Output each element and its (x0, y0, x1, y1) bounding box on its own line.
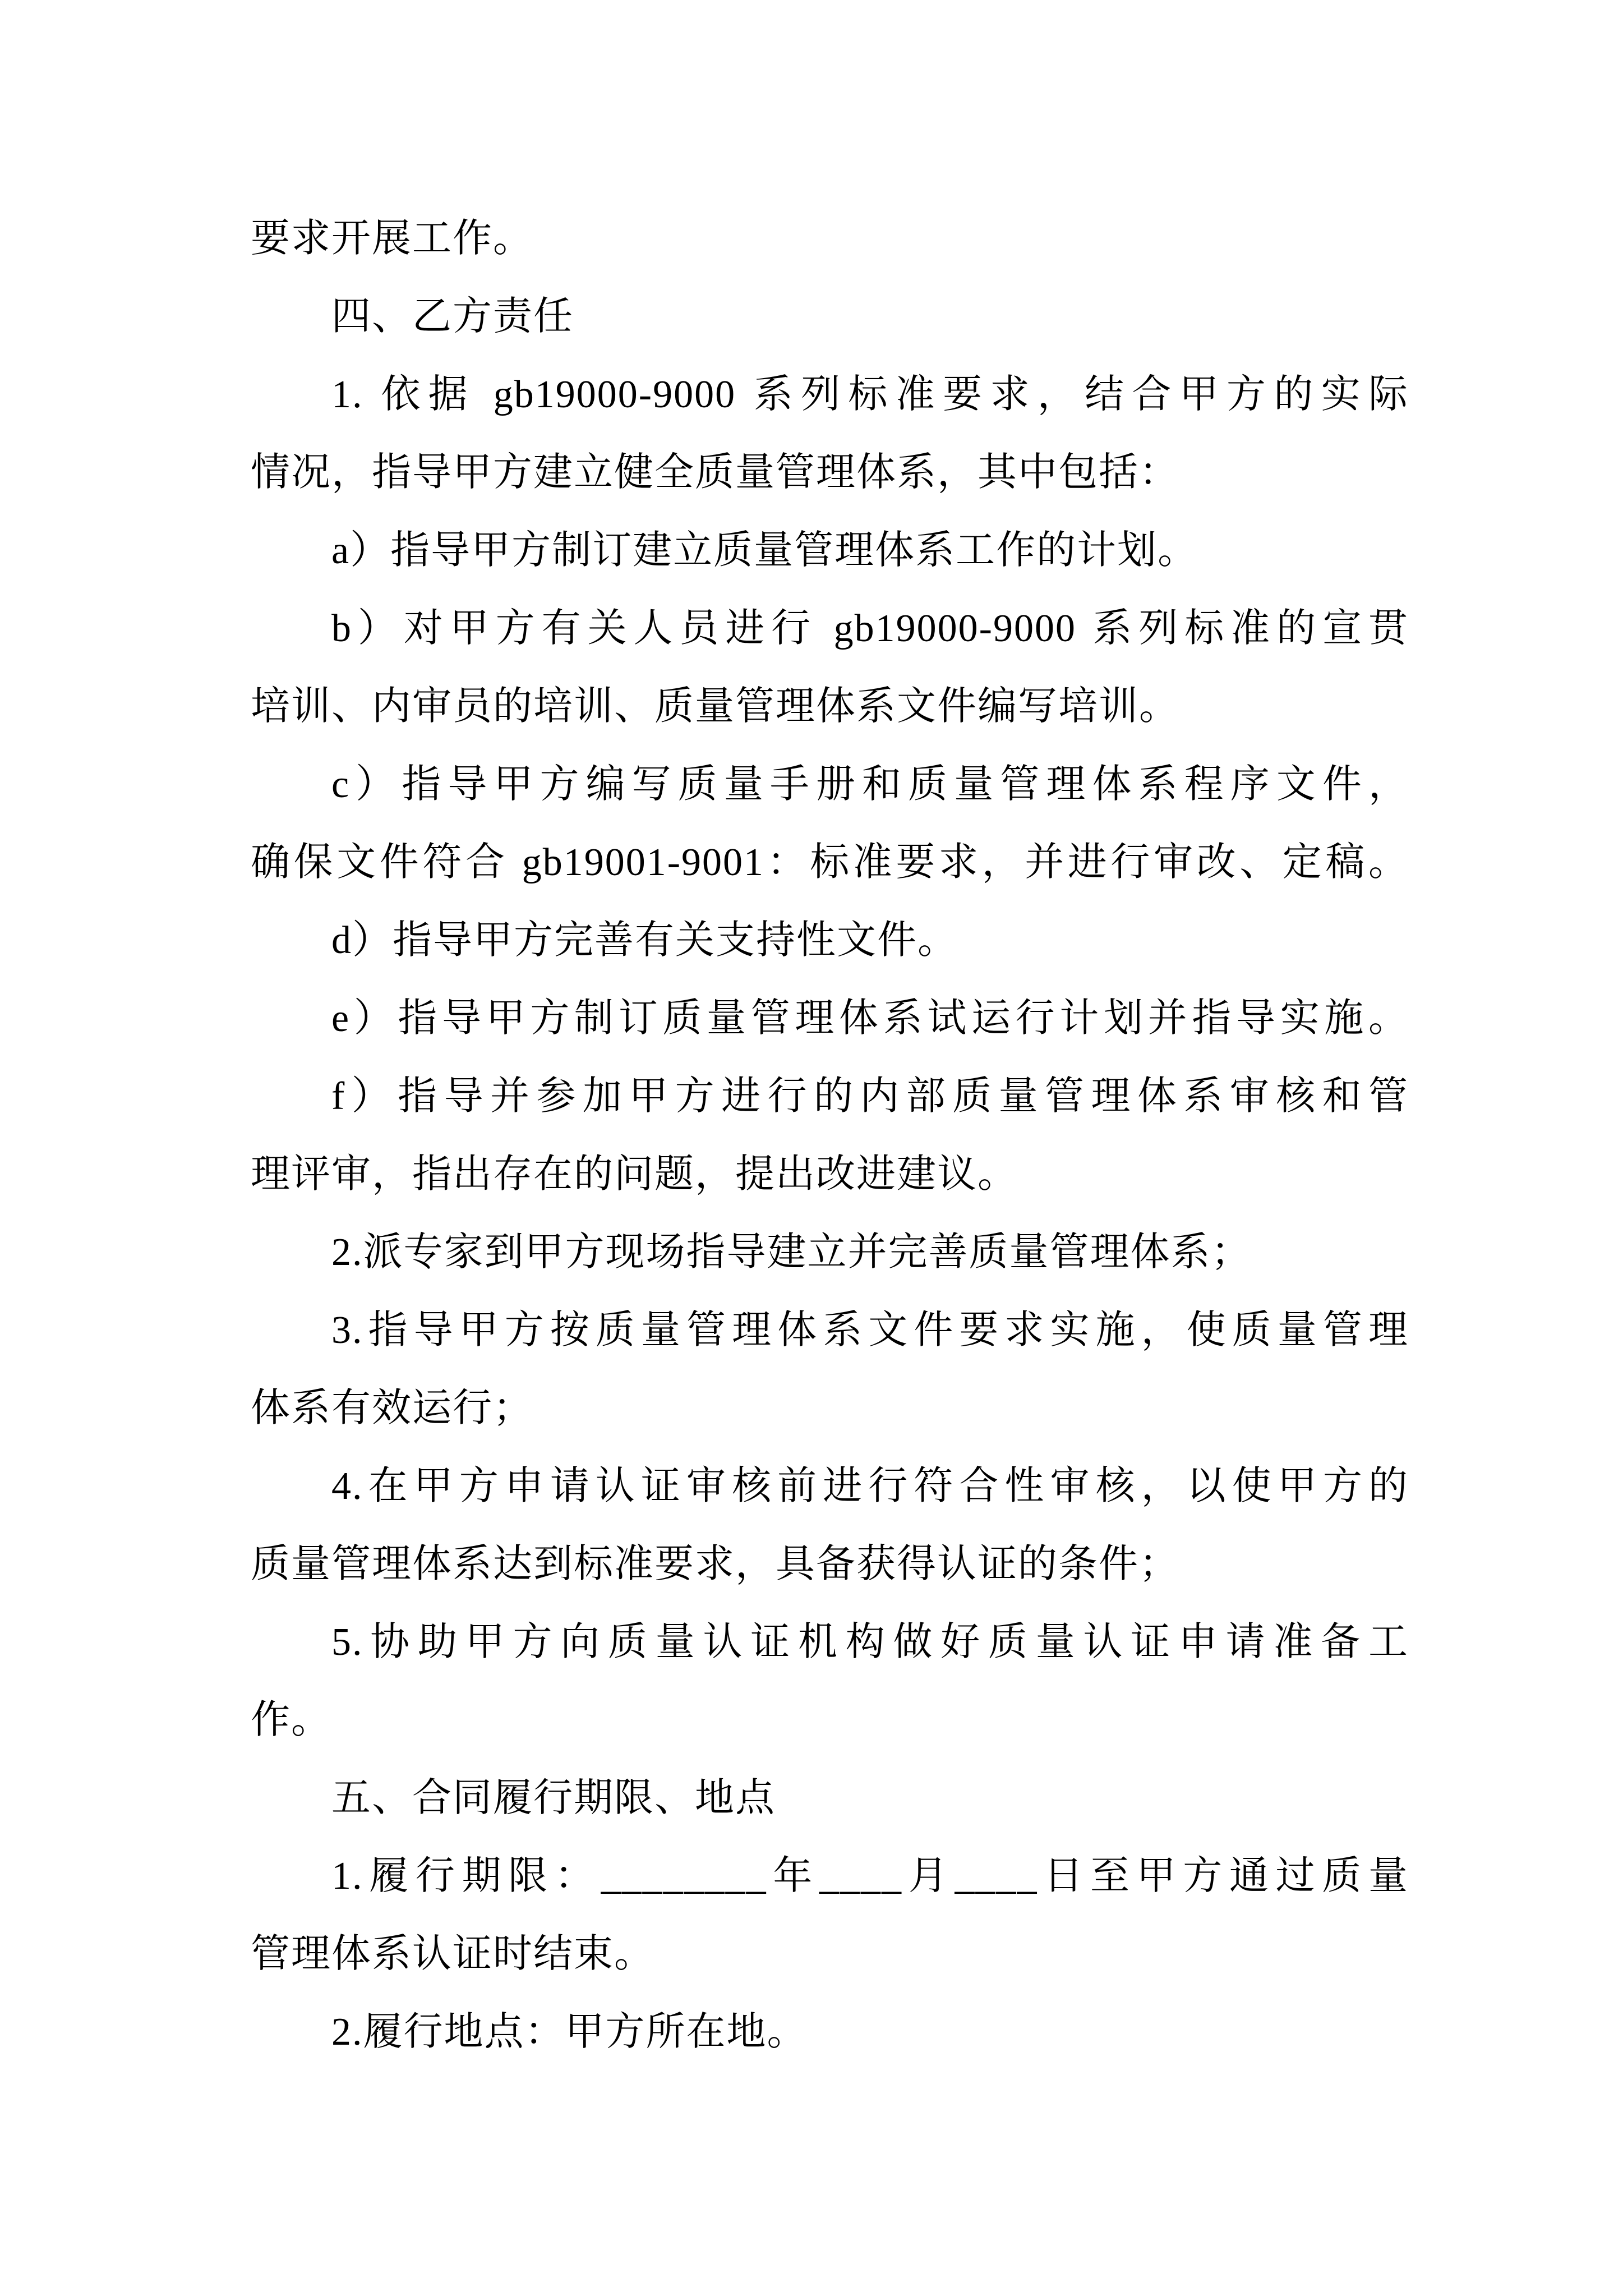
text-line: 质量管理体系达到标准要求，具备获得认证的条件； (251, 1543, 1179, 1586)
text-line: 3.指导甲方按质量管理体系文件要求实施，使质量管理 (331, 1309, 1409, 1352)
text-line: 五、合同履行期限、地点 (331, 1777, 776, 1820)
text-line: b）对甲方有关人员进行 gb19000-9000 系列标准的宣贯 (331, 607, 1409, 650)
text-line: f）指导并参加甲方进行的内部质量管理体系审核和管 (331, 1075, 1409, 1118)
text-line: 理评审，指出存在的问题，提出改进建议。 (251, 1153, 1018, 1196)
text-line: 情况，指导甲方建立健全质量管理体系，其中包括： (251, 451, 1179, 494)
text-line: 要求开展工作。 (251, 217, 533, 260)
text-line: e）指导甲方制订质量管理体系试运行计划并指导实施。 (331, 997, 1409, 1040)
text-line: 体系有效运行； (251, 1387, 533, 1430)
text-line: c）指导甲方编写质量手册和质量管理体系程序文件， (331, 763, 1409, 806)
text-line: 管理体系认证时结束。 (251, 1932, 654, 1976)
contract-body (251, 200, 1409, 2071)
text-line: 确保文件符合 gb19001-9001：标准要求，并进行审改、定稿。 (251, 841, 1409, 884)
text-line: 5.协助甲方向质量认证机构做好质量认证申请准备工 (331, 1621, 1409, 1664)
text-line: 四、乙方责任 (331, 295, 574, 338)
text-line: 2.派专家到甲方现场指导建立并完善质量管理体系； (331, 1231, 1252, 1274)
text-line: 4.在甲方申请认证审核前进行符合性审核，以使甲方的 (331, 1465, 1409, 1508)
text-line: a）指导甲方制订建立质量管理体系工作的计划。 (331, 529, 1198, 572)
text-line: 2.履行地点：甲方所在地。 (331, 2010, 808, 2054)
text-line: 作。 (251, 1699, 331, 1742)
text-line: 1. 依据 gb19000-9000 系列标准要求，结合甲方的实际 (331, 373, 1409, 416)
text-line: d）指导甲方完善有关支持性文件。 (331, 919, 958, 962)
text-line: 1.履行期限：________年____月____日至甲方通过质量 (331, 1855, 1409, 1898)
text-line: 培训、内审员的培训、质量管理体系文件编写培训。 (251, 685, 1179, 728)
